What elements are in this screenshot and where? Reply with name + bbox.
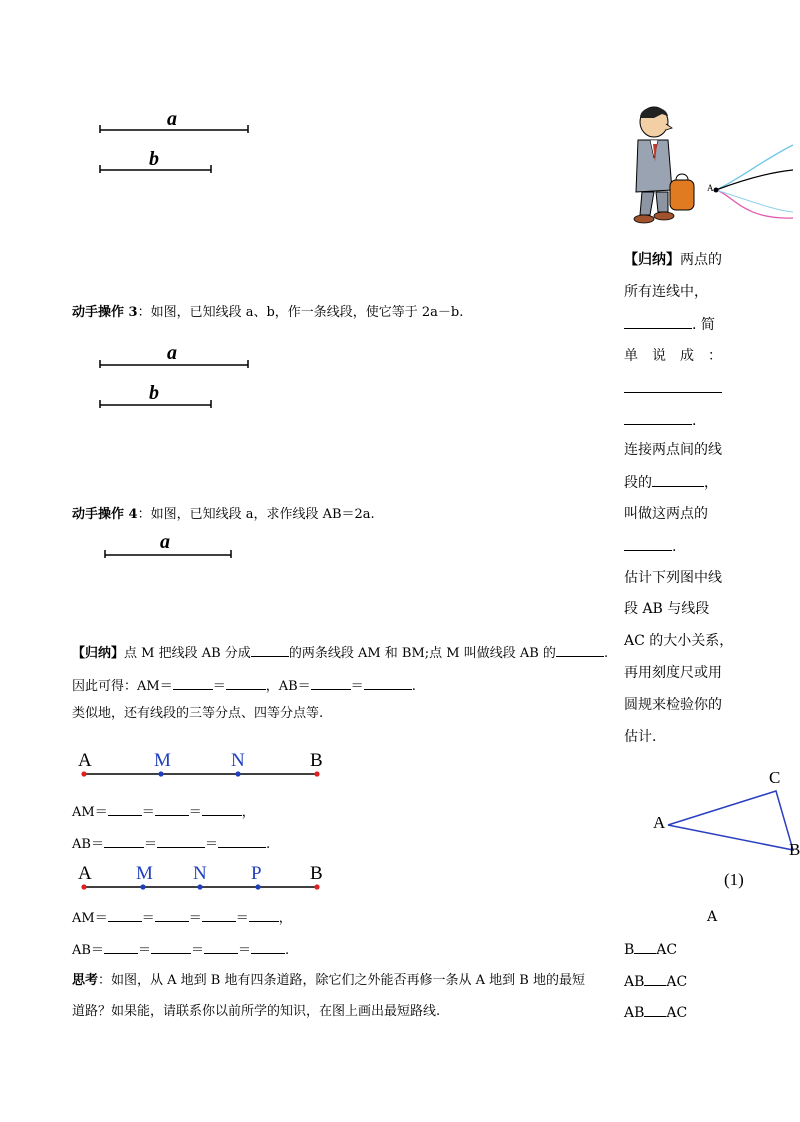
eq-am: AM＝ xyxy=(72,805,108,820)
blank[interactable] xyxy=(364,677,412,690)
summary-text-2a: 因此可得：AM＝ xyxy=(72,679,173,694)
segment-b-label: b xyxy=(149,148,159,170)
summary-text-1a: 点 M 把线段 AB 分成 xyxy=(124,646,251,661)
blank[interactable] xyxy=(155,909,189,922)
blank[interactable] xyxy=(104,941,138,954)
summary-text-2d: ＝ xyxy=(350,679,364,694)
eq-ab: AB＝ xyxy=(72,837,104,852)
blank[interactable] xyxy=(173,677,213,690)
think-title: 思考 xyxy=(72,973,99,988)
triangle-answer-label-a: A xyxy=(707,909,718,925)
answer-3b: AC xyxy=(666,1005,688,1021)
think-line-2: 道路？如果能，请联系你以前所学的知识，在图上画出最短路线. xyxy=(72,1004,441,1019)
eq-sign: ＝ xyxy=(141,805,155,820)
eq-comma: ， xyxy=(241,805,255,820)
sidebar-text-11: 估计下列图中线 xyxy=(624,570,722,586)
blank[interactable] xyxy=(624,316,692,329)
triangle-answer-1 xyxy=(624,941,677,958)
sidebar-text-9: 叫做这两点的 xyxy=(624,506,708,522)
blank[interactable] xyxy=(155,803,189,816)
sidebar-text-15: 圆规来检验你的 xyxy=(624,697,722,713)
blank[interactable] xyxy=(311,677,351,690)
summary-text-2c: ，AB＝ xyxy=(265,679,311,694)
equation-am-2 xyxy=(72,909,292,927)
sidebar-text-3: . 简 xyxy=(692,317,715,333)
sidebar-text-4: 单 说 成 ： xyxy=(624,348,722,364)
answer-2a: AB xyxy=(624,974,645,990)
sidebar-line-3 xyxy=(624,316,715,333)
sidebar-text-1: 两点的 xyxy=(680,252,722,268)
summary-line-1 xyxy=(72,644,608,662)
point-label-n: N xyxy=(231,750,245,771)
triangle-figure xyxy=(660,780,793,860)
sidebar-text-6: . xyxy=(692,413,697,429)
blank[interactable] xyxy=(251,941,285,954)
answer-3a: AB xyxy=(624,1005,645,1021)
blank[interactable] xyxy=(624,412,692,425)
operation-4-title: 动手操作 4 xyxy=(72,507,138,522)
segment-a-label-3: a xyxy=(160,531,170,553)
sidebar-line-8 xyxy=(624,474,718,491)
eq-sign: ＝ xyxy=(137,943,151,958)
blank[interactable] xyxy=(157,835,205,848)
sidebar-line-10 xyxy=(624,538,676,555)
triangle-caption: (1) xyxy=(724,870,744,889)
operation-4 xyxy=(72,507,375,523)
point-label-b: B xyxy=(310,750,323,771)
segment-b-label-2: b xyxy=(149,382,159,404)
summary-text-2b: ＝ xyxy=(212,679,226,694)
summary-text-2-end: . xyxy=(411,679,416,694)
sidebar-text-16: 估计. xyxy=(624,729,657,745)
blank[interactable] xyxy=(624,392,722,393)
sidebar-text-8b: ， xyxy=(704,475,718,491)
segment-a-label: a xyxy=(167,108,177,130)
man-illustration xyxy=(628,100,793,230)
equation-ab-2 xyxy=(72,941,289,959)
blank[interactable] xyxy=(644,973,666,986)
equation-am-1 xyxy=(72,803,255,821)
point-label-m: M xyxy=(154,750,171,771)
blank[interactable] xyxy=(634,941,656,954)
summary-tag: 【归纳】 xyxy=(72,646,125,661)
point-label-p-2: P xyxy=(251,863,262,884)
triangle-label-a: A xyxy=(653,813,666,832)
sidebar-text-10: . xyxy=(672,539,677,555)
sidebar-text-8a: 段的 xyxy=(624,475,652,491)
summary-text-1-end: . xyxy=(603,646,609,661)
triangle-label-c: C xyxy=(769,768,781,787)
segment-a-single xyxy=(100,540,240,565)
summary-line-2 xyxy=(72,677,416,695)
triangle-answer-2 xyxy=(624,973,687,990)
blank[interactable] xyxy=(556,644,604,657)
point-diagram-1 xyxy=(78,765,323,785)
segment-a-label-2: a xyxy=(167,342,177,364)
answer-1b: AC xyxy=(656,942,678,958)
answer-2b: AC xyxy=(666,974,688,990)
blank[interactable] xyxy=(151,941,191,954)
point-label-m-2: M xyxy=(136,863,153,884)
sidebar-summary-tag: 【归纳】 xyxy=(624,252,680,268)
sidebar-text-13: AC 的大小关系， xyxy=(624,633,734,649)
blank[interactable] xyxy=(624,538,672,551)
blank[interactable] xyxy=(652,474,704,487)
eq-sign: ＝ xyxy=(190,943,204,958)
eq-comma: ， xyxy=(278,911,292,926)
blank[interactable] xyxy=(644,1004,666,1017)
eq-sign: ＝ xyxy=(188,911,202,926)
curve-point-a: A xyxy=(707,183,714,193)
eq-dot: . xyxy=(265,837,271,852)
blank[interactable] xyxy=(226,677,266,690)
eq-am: AM＝ xyxy=(72,911,108,926)
operation-3 xyxy=(72,305,463,321)
operation-4-text: ：如图，已知线段 a，求作线段 AB＝2a. xyxy=(137,507,375,522)
sidebar-text-2: 所有连线中， xyxy=(624,284,708,300)
blank[interactable] xyxy=(249,909,279,922)
think-line-1 xyxy=(72,973,585,989)
blank[interactable] xyxy=(108,803,142,816)
sidebar-summary-line-1 xyxy=(624,252,722,268)
eq-sign: ＝ xyxy=(204,837,218,852)
blank[interactable] xyxy=(202,909,236,922)
point-label-b-2: B xyxy=(310,863,323,884)
operation-3-title: 动手操作 3 xyxy=(72,305,138,320)
point-label-a: A xyxy=(78,750,92,771)
think-text-1: ：如图，从 A 地到 B 地有四条道路，除它们之外能否再修一条从 A 地到 B 地的最短 xyxy=(98,973,585,988)
triangle-label-b: B xyxy=(789,840,800,859)
eq-sign: ＝ xyxy=(235,911,249,926)
eq-sign: ＝ xyxy=(237,943,251,958)
triangle-answer-3 xyxy=(624,1004,687,1021)
eq-sign: ＝ xyxy=(188,805,202,820)
sidebar-text-7: 连接两点间的线 xyxy=(624,442,722,458)
blank[interactable] xyxy=(108,909,142,922)
point-label-n-2: N xyxy=(193,863,207,884)
blank[interactable] xyxy=(218,835,266,848)
blank[interactable] xyxy=(104,835,144,848)
blank[interactable] xyxy=(202,803,242,816)
equation-ab-1 xyxy=(72,835,270,853)
eq-sign: ＝ xyxy=(141,911,155,926)
point-label-a-2: A xyxy=(78,863,92,884)
sidebar-text-12: 段 AB 与线段 xyxy=(624,601,710,617)
sidebar-line-6 xyxy=(624,412,696,429)
sidebar-text-14: 再用刻度尺或用 xyxy=(624,665,722,681)
eq-sign: ＝ xyxy=(143,837,157,852)
summary-text-1b: 的两条线段 AM 和 BM;点 M 叫做线段 AB 的 xyxy=(288,646,556,661)
blank[interactable] xyxy=(204,941,238,954)
blank[interactable] xyxy=(251,644,289,657)
eq-dot: . xyxy=(285,943,290,958)
eq-ab: AB＝ xyxy=(72,943,104,958)
answer-1a: B xyxy=(624,942,635,958)
summary-line-3: 类似地，还有线段的三等分点、四等分点等. xyxy=(72,706,324,721)
operation-3-text: ：如图，已知线段 a、b，作一条线段，使它等于 2a－b. xyxy=(137,305,464,320)
